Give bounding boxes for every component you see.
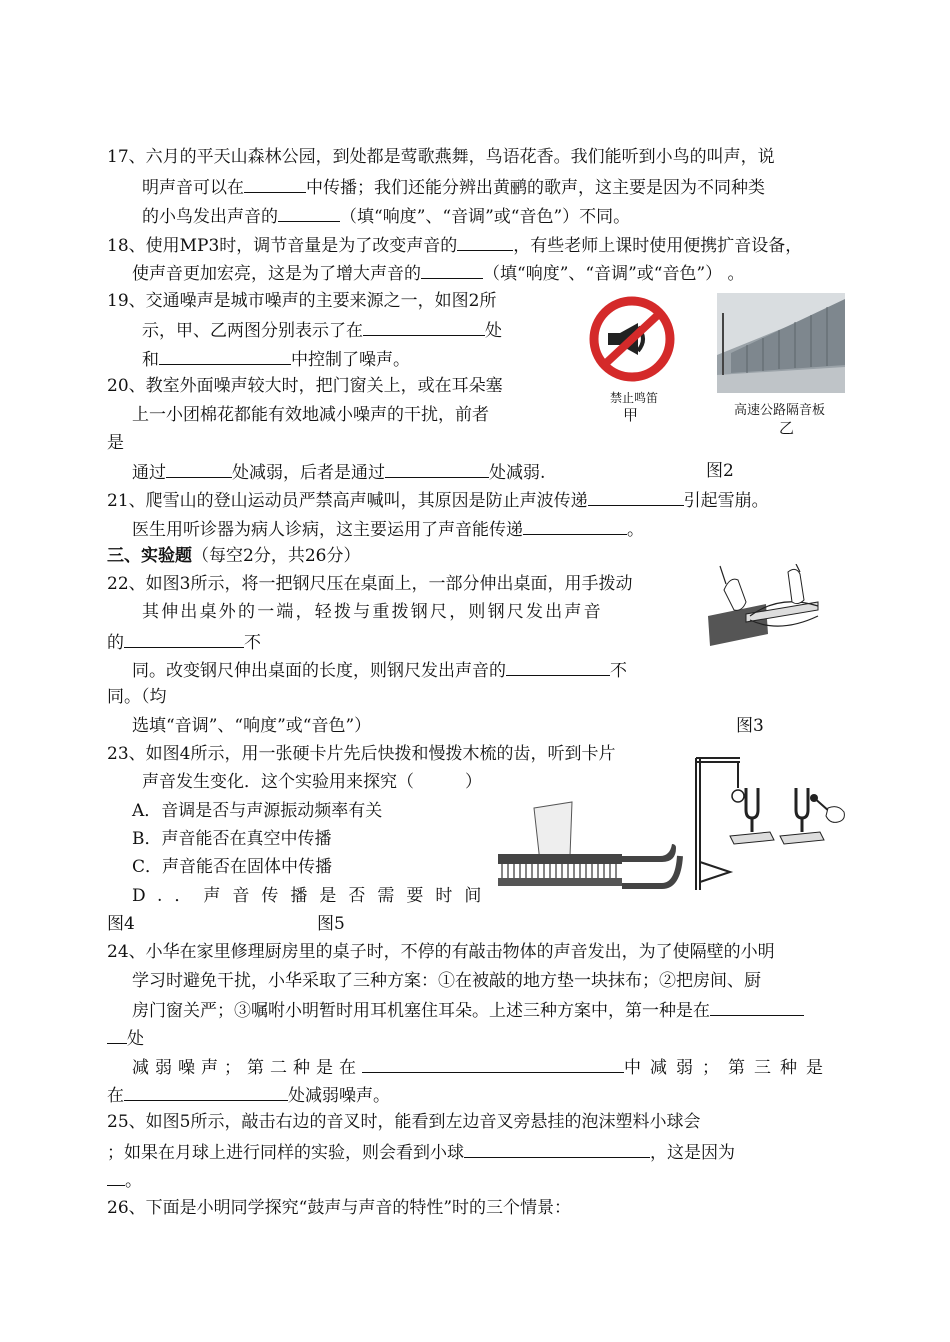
- q24-blank1[interactable]: [710, 998, 804, 1016]
- q19-text: 中控制了噪声。: [291, 350, 410, 370]
- ruler-on-table-image: [706, 564, 824, 660]
- q20-blank2[interactable]: [385, 460, 489, 478]
- q17-text: （填“响度”、“音调”或“音色”）不同。: [340, 207, 631, 227]
- sound-barrier-image: [717, 293, 845, 393]
- no-horn-sign-image: [582, 295, 682, 399]
- no-horn-icon: [582, 295, 682, 399]
- q21-line1: [107, 488, 769, 512]
- barrier-label: 高速公路隔音板: [734, 403, 826, 418]
- q24-blank2[interactable]: [362, 1055, 624, 1073]
- q17-text: 中传播；我们还能分辨出黄鹂的歌声，这主要是因为不同种类: [306, 178, 765, 198]
- q20-text: 通过: [132, 463, 166, 483]
- q25-text: 。: [125, 1171, 142, 1191]
- q24-blank1-cont[interactable]: [107, 1026, 127, 1044]
- q25-text: ，这是因为: [650, 1143, 735, 1163]
- q22-line2: 其伸出桌外的一端，轻拨与重拨钢尺，则钢尺发出声音: [142, 602, 603, 622]
- q24-line2: 学习时避免干扰，小华采取了三种方案：①在被敲的地方垫一块抹布；②把房间、厨: [132, 971, 761, 991]
- q18-line1: [107, 233, 802, 257]
- q18-text: ，有些老师上课时使用便携扩音设备，: [513, 236, 803, 256]
- q22-line6: 选填“音调”、“响度”或“音色”）: [132, 716, 372, 736]
- q23-line1: 23、如图4所示，用一张硬卡片先后快拨和慢拨木梳的齿，听到卡片: [107, 744, 616, 764]
- q24-text: 处: [127, 1029, 144, 1049]
- fig5-caption: 图5: [317, 914, 345, 934]
- q22-line5: 同。（均: [107, 687, 167, 707]
- q25-text: ；如果在月球上进行同样的实验，则会看到小球: [107, 1143, 464, 1163]
- q24-line5: [132, 1055, 832, 1079]
- q17-text: 明声音可以在: [142, 178, 244, 198]
- q21-text: 引起雪崩。: [683, 491, 769, 511]
- q18-blank1[interactable]: [457, 233, 513, 251]
- q24-text: 在: [107, 1086, 124, 1106]
- sound-barrier-photo: [717, 293, 845, 393]
- q19-line2: [142, 318, 502, 342]
- q25-blank1[interactable]: [464, 1140, 650, 1158]
- q19-text: 示，甲、乙两图分别表示了在: [142, 321, 363, 341]
- q17-blank2[interactable]: [278, 204, 340, 222]
- q22-blank2[interactable]: [506, 658, 610, 676]
- q18-line2: [132, 261, 745, 285]
- q25-line2: [107, 1140, 735, 1164]
- q22-line4: [132, 658, 627, 682]
- tuning-fork-figure: [692, 752, 852, 896]
- q22-text: 的: [107, 633, 124, 653]
- q17-line2: [142, 175, 765, 199]
- q22-line1: 22、如图3所示，将一把钢尺压在桌面上，一部分伸出桌面，用手拨动: [107, 574, 633, 594]
- q19-line1: 19、交通噪声是城市噪声的主要来源之一，如图2所: [107, 291, 497, 311]
- q24-line3: [132, 998, 804, 1022]
- q22-blank1[interactable]: [124, 630, 244, 648]
- fig3-caption: 图3: [736, 716, 764, 736]
- q25-blank2[interactable]: [107, 1168, 125, 1186]
- q17-line1: 17、六月的平天山森林公园，到处都是莺歌燕舞，鸟语花香。我们能听到小鸟的叫声，说: [107, 147, 775, 167]
- q23-option-a[interactable]: A．音调是否与声源振动频率有关: [132, 801, 383, 821]
- q17-line3: [142, 204, 630, 228]
- comb-figure: [494, 800, 684, 892]
- q25-line1: 25、如图5所示，敲击右边的音叉时，能看到左边音叉旁悬挂的泡沫塑料小球会: [107, 1112, 701, 1132]
- q20-line4: [132, 460, 545, 484]
- q23-option-c[interactable]: C．声音能否在固体中传播: [132, 857, 333, 877]
- q19-blank1[interactable]: [363, 318, 485, 336]
- fig2-caption: 图2: [706, 461, 734, 481]
- q20-line2: 上一小团棉花都能有效地减小噪声的干扰，前者: [132, 405, 489, 425]
- q24-text: 处减弱噪声。: [288, 1086, 390, 1106]
- q24-line1: 24、小华在家里修理厨房里的桌子时，不停的有敲击物体的声音发出，为了使隔壁的小明: [107, 942, 775, 962]
- q20-blank1[interactable]: [166, 460, 232, 478]
- section-heading: [107, 545, 360, 567]
- q23-line2: 声音发生变化．这个实验用来探究（ ）: [142, 772, 482, 792]
- q17-blank1[interactable]: [244, 175, 306, 193]
- q21-blank1[interactable]: [588, 488, 684, 506]
- q19-line3: [142, 347, 410, 371]
- q25-line3: [107, 1168, 142, 1192]
- q17-text: 的小鸟发出声音的: [142, 207, 278, 227]
- fig4-caption: 图4: [107, 914, 135, 934]
- tuning-forks-image: [692, 752, 852, 896]
- q21-text: 21、爬雪山的登山运动员严禁高声喊叫，其原因是防止声波传递: [107, 491, 588, 511]
- sign-label: 禁止鸣笛: [610, 391, 659, 405]
- q24-blank3[interactable]: [124, 1083, 288, 1101]
- q21-text: 医生用听诊器为病人诊病，这主要运用了声音能传递: [132, 520, 523, 540]
- q18-text: 使声音更加宏亮，这是为了增大声音的: [132, 264, 421, 284]
- q18-text: （填“响度”、“音调”或“音色”） 。: [483, 264, 745, 284]
- section-note: （每空2分，共26分）: [192, 546, 361, 566]
- q24-text: 中减弱；第三种是: [624, 1058, 832, 1078]
- q22-text: 同。改变钢尺伸出桌面的长度，则钢尺发出声音的: [132, 661, 506, 681]
- q22-text: 不: [610, 661, 627, 681]
- q20-line3: 是: [107, 433, 124, 453]
- comb-card-image: [494, 800, 684, 892]
- q22-text: 不: [244, 633, 261, 653]
- ruler-hand-figure: [706, 564, 824, 660]
- fig2-label-yi: 乙: [779, 419, 795, 437]
- q18-blank2[interactable]: [421, 261, 483, 279]
- q19-text: 处: [485, 321, 502, 341]
- q21-line2: [132, 517, 644, 541]
- q24-line6: [107, 1083, 390, 1107]
- q23-option-d[interactable]: D.．声音传播是否需要时间: [132, 886, 494, 906]
- q24-text: 减弱噪声；第二种是在: [132, 1058, 362, 1078]
- q23-option-b[interactable]: B．声音能否在真空中传播: [132, 829, 332, 849]
- q19-blank2[interactable]: [159, 347, 291, 365]
- q26-line1: 26、下面是小明同学探究“鼓声与声音的特性”时的三个情景：: [107, 1198, 572, 1218]
- q18-text: 18、使用MP3时，调节音量是为了改变声音的: [107, 236, 458, 256]
- q20-line1: 20、教室外面噪声较大时，把门窗关上，或在耳朵塞: [107, 376, 503, 396]
- q24-text: 房门窗关严；③嘱咐小明暂时用耳机塞住耳朵。上述三种方案中，第一种是在: [132, 1001, 710, 1021]
- q20-text: 处减弱.: [489, 463, 546, 483]
- q21-blank2[interactable]: [523, 517, 627, 535]
- q22-line3: [107, 630, 261, 654]
- q24-line4: [107, 1026, 144, 1050]
- q21-text: 。: [627, 520, 644, 540]
- section-title: 三、实验题: [107, 546, 192, 566]
- q20-text: 处减弱，后者是通过: [232, 463, 385, 483]
- fig2-label-jia: 甲: [623, 406, 639, 424]
- q19-text: 和: [142, 350, 159, 370]
